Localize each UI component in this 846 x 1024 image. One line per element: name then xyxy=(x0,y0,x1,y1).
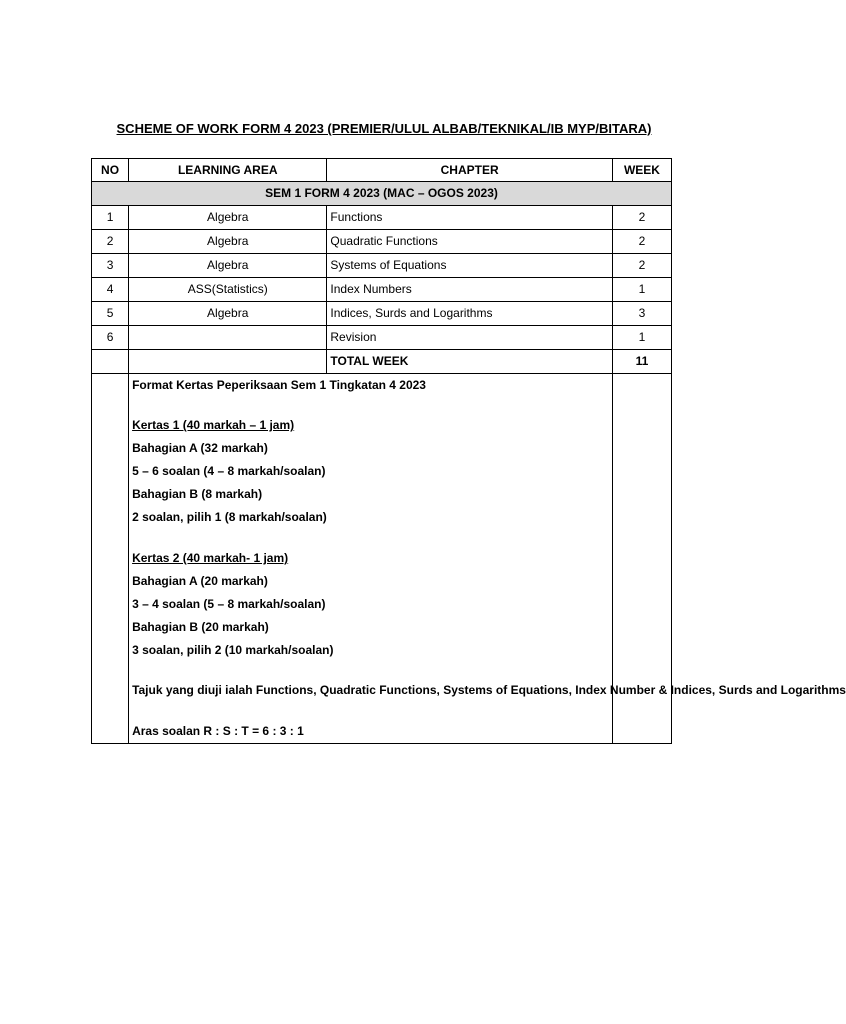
paper2-line: Bahagian B (20 markah) xyxy=(132,619,269,634)
notes-empty-no xyxy=(92,374,129,744)
table-header-row xyxy=(92,159,672,182)
row-chapter: Index Numbers xyxy=(327,278,612,302)
semester-heading: SEM 1 FORM 4 2023 (MAC – OGOS 2023) xyxy=(92,182,672,206)
table-row xyxy=(92,278,672,302)
paper2-title: Kertas 2 (40 markah- 1 jam) xyxy=(132,550,289,565)
spacer xyxy=(132,702,609,719)
total-empty-no xyxy=(92,350,129,374)
row-no: 6 xyxy=(92,326,129,350)
paper2-line: 3 soalan, pilih 2 (10 markah/soalan) xyxy=(132,642,334,657)
paper1-line: Bahagian B (8 markah) xyxy=(132,487,263,502)
row-week: 2 xyxy=(612,254,671,278)
row-no: 1 xyxy=(92,206,129,230)
row-week: 3 xyxy=(612,302,671,326)
notes-row xyxy=(92,374,672,744)
total-week-value: 11 xyxy=(612,350,671,374)
paper1-line: 5 – 6 soalan (4 – 8 markah/soalan) xyxy=(132,464,326,479)
scheme-table xyxy=(91,158,846,744)
header-week: WEEK xyxy=(612,159,671,182)
total-empty-area xyxy=(129,350,327,374)
header-no: NO xyxy=(92,159,129,182)
spacer xyxy=(132,662,609,679)
paper1-title: Kertas 1 (40 markah – 1 jam) xyxy=(132,418,295,433)
row-week: 2 xyxy=(612,206,671,230)
header-learning-area: LEARNING AREA xyxy=(129,159,327,182)
spacer xyxy=(132,529,609,546)
spacer xyxy=(132,397,609,414)
row-learning-area: Algebra xyxy=(129,206,327,230)
row-no: 3 xyxy=(92,254,129,278)
table-row xyxy=(92,302,672,326)
table-row xyxy=(92,206,672,230)
table-row xyxy=(92,326,672,350)
paper1-line: 2 soalan, pilih 1 (8 markah/soalan) xyxy=(132,510,327,525)
paper2-line: Bahagian A (20 markah) xyxy=(132,573,268,588)
header-chapter: CHAPTER xyxy=(327,159,612,182)
row-no: 4 xyxy=(92,278,129,302)
total-row xyxy=(92,350,672,374)
row-week: 1 xyxy=(612,326,671,350)
total-label: TOTAL WEEK xyxy=(327,350,612,374)
row-learning-area: Algebra xyxy=(129,302,327,326)
notes-heading: Format Kertas Peperiksaan Sem 1 Tingkatan 4 2023 xyxy=(132,378,426,392)
row-chapter: Systems of Equations xyxy=(327,254,612,278)
row-learning-area xyxy=(129,326,327,350)
semester-row xyxy=(92,182,672,206)
row-no: 5 xyxy=(92,302,129,326)
paper2-line: 3 – 4 soalan (5 – 8 markah/soalan) xyxy=(132,596,326,611)
paper1-line: Bahagian A (32 markah) xyxy=(132,441,268,456)
row-chapter: Functions xyxy=(327,206,612,230)
row-chapter: Revision xyxy=(327,326,612,350)
row-week: 2 xyxy=(612,230,671,254)
question-level-ratio: Aras soalan R : S : T = 6 : 3 : 1 xyxy=(132,723,304,738)
exam-format-notes xyxy=(129,374,846,744)
topics-tested: Tajuk yang diuji ialah Functions, Quadratic Functions, Systems of Equations, Index Number & Indices, Surds and Logarithms xyxy=(132,683,846,698)
row-learning-area: Algebra xyxy=(129,254,327,278)
row-chapter: Indices, Surds and Logarithms xyxy=(327,302,612,326)
table-row xyxy=(92,254,672,278)
row-chapter: Quadratic Functions xyxy=(327,230,612,254)
document-title: SCHEME OF WORK FORM 4 2023 (PREMIER/ULUL ALBAB/TEKNIKAL/IB MYP/BITARA) xyxy=(116,121,652,136)
row-learning-area: ASS(Statistics) xyxy=(129,278,327,302)
table-row xyxy=(92,230,672,254)
row-no: 2 xyxy=(92,230,129,254)
row-week: 1 xyxy=(612,278,671,302)
row-learning-area: Algebra xyxy=(129,230,327,254)
